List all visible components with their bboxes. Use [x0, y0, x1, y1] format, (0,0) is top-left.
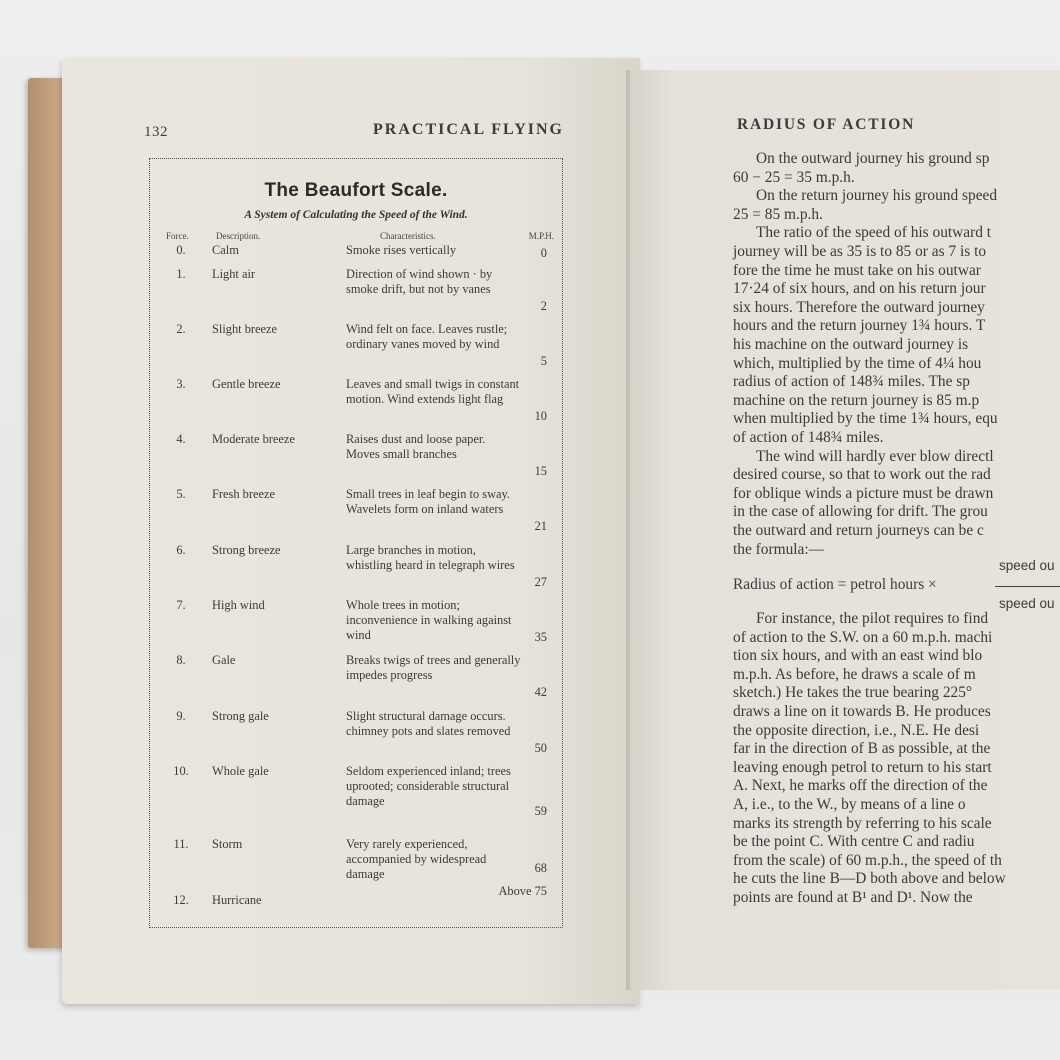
mph-value: 68 [534, 861, 547, 875]
wind-characteristics: Raises dust and loose paper. Moves small branches [346, 432, 486, 461]
col-head-force: Force. [166, 231, 189, 241]
page-number: 132 [144, 124, 168, 140]
wind-characteristics: Large branches in motion, whistling heard in telegraph wires [346, 543, 515, 572]
text-line: 17·24 of six hours, and on his return jour [733, 280, 986, 298]
left-page [62, 58, 640, 1004]
wind-description: Calm [212, 243, 239, 257]
wind-description: Moderate breeze [212, 432, 295, 446]
mph-value: 10 [534, 409, 547, 423]
mph-value: Above 75 [498, 884, 547, 898]
text-line: radius of action of 148¾ miles. The sp [733, 373, 970, 391]
text-line: fore the time he must take on his outwar [733, 261, 981, 279]
text-line: The wind will hardly ever blow directl [756, 447, 994, 465]
text-line: the opposite direction, i.e., N.E. He desi [733, 721, 980, 739]
wind-description: Fresh breeze [212, 487, 275, 501]
text-line: journey will be as 35 is to 85 or as 7 is to [733, 243, 987, 260]
text-line: A. Next, he marks off the direction of the [733, 777, 988, 795]
text-line: his machine on the outward journey is [733, 336, 969, 353]
right-running-head: RADIUS OF ACTION [737, 116, 916, 133]
mph-value: 27 [534, 575, 547, 589]
wind-characteristics: Whole trees in motion; inconvenience in walking against wind [346, 598, 512, 642]
mph-value: 35 [534, 630, 547, 644]
wind-characteristics: Very rarely experienced, accompanied by widespread damage [346, 837, 487, 881]
mph-value: 5 [540, 354, 547, 368]
col-head-mph: M.P.H. [528, 231, 554, 241]
force-value: 2. [176, 322, 186, 336]
text-line: for oblique winds a picture must be drawn [733, 484, 994, 502]
wind-description: Whole gale [212, 764, 269, 778]
force-value: 4. [176, 432, 186, 446]
mph-value: 50 [534, 741, 547, 755]
text-line: draws a line on it towards B. He produces [733, 703, 991, 720]
mph-value: 0 [540, 246, 547, 260]
wind-description: Hurricane [212, 893, 262, 907]
wind-characteristics: Leaves and small twigs in constant motion. Wind extends light flag [346, 377, 520, 406]
wind-description: Strong gale [212, 709, 269, 723]
text-line: when multiplied by the time 1¾ hours, equ [733, 410, 998, 428]
force-value: 9. [176, 709, 186, 723]
left-running-head: PRACTICAL FLYING [373, 121, 564, 138]
wind-description: Light air [212, 267, 256, 281]
formula-fraction-bar [995, 586, 1060, 587]
text-line: the formula:— [733, 540, 825, 558]
right-page [630, 70, 1060, 990]
text-line: leaving enough petrol to return to his start [733, 758, 992, 776]
mph-value: 42 [534, 685, 547, 699]
text-line: in the case of allowing for drift. The grou [733, 503, 988, 521]
wind-description: Gale [212, 653, 236, 667]
beaufort-subtitle: A System of Calculating the Speed of the Wind. [244, 209, 468, 221]
force-value: 0. [176, 243, 186, 257]
text-line: m.p.h. As before, he draws a scale of m [733, 665, 976, 683]
text-line: be the point C. With centre C and radiu [733, 833, 975, 851]
force-value: 6. [176, 543, 186, 557]
beaufort-scale-box [149, 158, 563, 928]
text-line: The ratio of the speed of his outward t [756, 224, 992, 242]
formula-denominator: speed ou [999, 596, 1055, 611]
mph-value: 21 [534, 519, 547, 533]
text-line: far in the direction of B as possible, at the [733, 740, 991, 758]
text-line: For instance, the pilot requires to find [756, 610, 989, 627]
text-line: desired course, so that to work out the rad [733, 466, 991, 484]
text-line: machine on the return journey is 85 m.p [733, 391, 980, 409]
wind-characteristics: Wind felt on face. Leaves rustle; ordinary vanes moved by wind [346, 322, 508, 351]
text-line: he cuts the line B—D both above and below [733, 870, 1006, 888]
formula-lhs: Radius of action = petrol hours × [733, 576, 937, 593]
force-value: 10. [173, 764, 189, 778]
wind-characteristics: Direction of wind shown · by smoke drift, but not by vanes [346, 267, 493, 296]
wind-description: High wind [212, 598, 265, 612]
text-line: the outward and return journeys can be c [733, 522, 984, 539]
wind-characteristics: Smoke rises vertically [346, 243, 457, 257]
force-value: 11. [173, 837, 189, 851]
formula-numerator: speed ou [999, 558, 1055, 573]
text-line: which, multiplied by the time of 4¼ hou [733, 354, 982, 372]
text-line: sketch.) He takes the true bearing 225° [733, 684, 973, 702]
wind-characteristics: Slight structural damage occurs. chimney pots and slates removed [346, 709, 511, 738]
text-line: 25 = 85 m.p.h. [733, 205, 823, 223]
col-head-characteristics: Characteristics. [380, 231, 436, 241]
text-line: marks its strength by referring to his scale [733, 814, 992, 832]
text-line: On the outward journey his ground sp [756, 150, 990, 167]
wind-description: Gentle breeze [212, 377, 281, 391]
text-line: hours and the return journey 1¾ hours. T [733, 317, 986, 335]
text-line: On the return journey his ground speed [756, 187, 998, 205]
wind-description: Strong breeze [212, 543, 281, 557]
mph-value: 15 [534, 464, 547, 478]
text-line: A, i.e., to the W., by means of a line o [733, 796, 966, 813]
text-line: tion six hours, and with an east wind blo [733, 647, 983, 665]
mph-value: 59 [534, 804, 547, 818]
force-value: 7. [176, 598, 186, 612]
col-head-description: Description. [216, 231, 261, 241]
force-value: 5. [176, 487, 186, 501]
wind-characteristics: Seldom experienced inland; trees uprooted; considerable structural damage [346, 764, 511, 808]
text-line: 60 − 25 = 35 m.p.h. [733, 168, 855, 186]
text-line: from the scale) of 60 m.p.h., the speed of th [733, 851, 1002, 869]
mph-value: 2 [540, 299, 547, 313]
force-value: 8. [176, 653, 186, 667]
wind-characteristics: Small trees in leaf begin to sway. Wavelets form on inland waters [346, 487, 511, 516]
text-line: six hours. Therefore the outward journey [733, 298, 985, 316]
force-value: 1. [176, 267, 186, 281]
wind-description: Slight breeze [212, 322, 278, 336]
text-line: of action of 148¾ miles. [733, 429, 884, 446]
text-line: points are found at B¹ and D¹. Now the [733, 889, 973, 906]
beaufort-title: The Beaufort Scale. [264, 180, 448, 201]
force-value: 3. [176, 377, 186, 391]
wind-description: Storm [212, 837, 243, 851]
force-value: 12. [173, 893, 189, 907]
wind-characteristics: Breaks twigs of trees and generally impedes progress [346, 653, 521, 682]
text-line: of action to the S.W. on a 60 m.p.h. machi [733, 628, 993, 646]
